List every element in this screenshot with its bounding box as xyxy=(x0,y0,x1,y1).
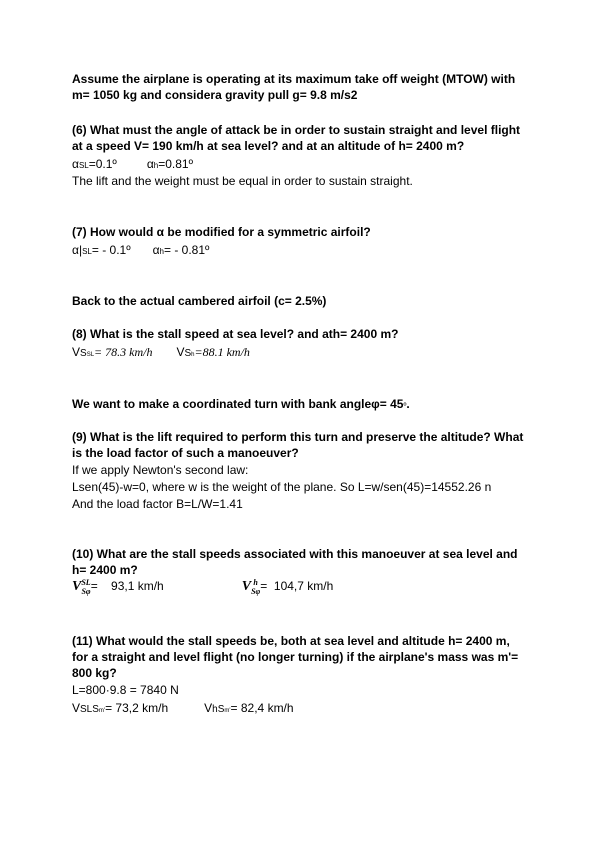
q10-line-2: h= 2400 m? xyxy=(72,563,138,577)
q9-line-1: (9) What is the lift required to perform this turn and preserve the altitude? What xyxy=(72,430,524,444)
q11-line-3: 800 kg? xyxy=(72,666,117,680)
turn-intro xyxy=(72,396,410,414)
v-sl-sub: Sφ xyxy=(81,587,91,596)
vs-h-value: =88.1 km/h xyxy=(194,345,250,359)
v-h-sub: Sφ xyxy=(251,587,261,596)
q6-line-1: (6) What must the angle of attack be in order to sustain straight and level flight xyxy=(72,123,521,137)
q7-question: (7) How would α be modified for a symmetric airfoil? xyxy=(72,225,371,239)
v-sl-value: = 93,1 km/h xyxy=(90,579,164,594)
q10-stall-values xyxy=(72,578,333,596)
v-h-scripts xyxy=(251,578,260,596)
q10-line-1: (10) What are the stall speeds associated with this manoeuver at sea level and xyxy=(72,547,518,561)
v-h-m-label: V xyxy=(204,701,213,715)
alpha-sym-h-sub: h xyxy=(159,247,164,256)
alpha-sym-h-label: α xyxy=(152,243,160,257)
v-sl-sup: SL xyxy=(81,578,91,587)
turn-intro-degree: º xyxy=(403,401,407,410)
v-h-letter: V xyxy=(241,579,252,595)
q8-stall-values xyxy=(72,344,250,363)
v-h-value: = 104,7 km/h xyxy=(260,579,334,594)
v-h-m-sub: hS xyxy=(212,704,225,715)
vs-sl-subsub: SL xyxy=(86,352,95,358)
q11-stall-values xyxy=(72,700,294,719)
v-h-m-subsub: m' xyxy=(224,708,231,714)
q6-line-2: at a speed V= 190 km/h at sea level? and at an altitude of h= 2400 m? xyxy=(72,139,465,153)
alpha-sl-sub: SL xyxy=(78,161,89,170)
vs-sl-sub: S xyxy=(80,348,87,359)
q6-answer: The lift and the weight must be equal in order to sustain straight. xyxy=(72,174,413,188)
q9-answer-1: If we apply Newton's second law: xyxy=(72,463,249,477)
turn-intro-text: We want to make a coordinated turn with bank angleφ= 45 xyxy=(72,397,404,411)
alpha-sym-sl-value: = - 0.1º xyxy=(91,243,131,257)
q9-line-2: is the load factor of such a manoeuver? xyxy=(72,446,299,460)
q11-line-2: for a straight and level flight (no longer turning) if the airplane's mass was m'= xyxy=(72,650,519,664)
v-h-m-value: = 82,4 km/h xyxy=(230,701,294,715)
vs-sl-label: V xyxy=(72,345,81,359)
alpha-h-value: =0.81º xyxy=(158,157,193,171)
v-sl-m-value: = 73,2 km/h xyxy=(105,701,169,715)
q9-answer-2: Lsen(45)-w=0, where w is the weight of the plane. So L=w/sen(45)=14552.26 n xyxy=(72,480,492,494)
q9-answer-3: And the load factor B=L/W=1.41 xyxy=(72,497,243,511)
q6-alpha-values xyxy=(72,156,193,174)
v-sl-letter: V xyxy=(72,579,82,595)
alpha-sl-value: =0.1º xyxy=(88,157,117,171)
v-sl-scripts xyxy=(81,578,90,596)
turn-intro-period: . xyxy=(406,397,410,411)
vs-h-label: V xyxy=(176,345,185,359)
v-sl-m-label: V xyxy=(72,701,81,715)
intro-line-1: Assume the airplane is operating at its maximum take off weight (MTOW) with xyxy=(72,72,516,86)
section-camber-heading: Back to the actual cambered airfoil (c= 2.5%) xyxy=(72,294,327,308)
vs-h-sub: S xyxy=(184,348,192,359)
alpha-sym-h-value: = - 0.81º xyxy=(164,243,210,257)
alpha-sym-sl-label: α| xyxy=(72,243,83,257)
v-sl-m-sub: SLS xyxy=(80,704,99,715)
vs-h-subsub: h xyxy=(191,352,195,358)
q11-answer-1: L=800·9.8 = 7840 N xyxy=(72,683,179,697)
v-sl-m-subsub: m' xyxy=(98,708,106,714)
alpha-sym-sl-sub: SL xyxy=(82,247,92,256)
q11-line-1: (11) What would the stall speeds be, both at sea level and altitude h= 2400 m, xyxy=(72,634,510,648)
vs-sl-value: = 78.3 km/h xyxy=(94,345,153,359)
q8-question: (8) What is the stall speed at sea level? and ath= 2400 m? xyxy=(72,327,399,341)
intro-line-2: m= 1050 kg and considera gravity pull g= 9.8 m/s2 xyxy=(72,88,358,102)
alpha-h-sub: h xyxy=(153,161,159,170)
alpha-h-label: α xyxy=(146,157,154,171)
q7-alpha-values xyxy=(72,242,209,260)
alpha-sl-label: α xyxy=(72,157,79,171)
v-h-sup: h xyxy=(253,578,258,587)
